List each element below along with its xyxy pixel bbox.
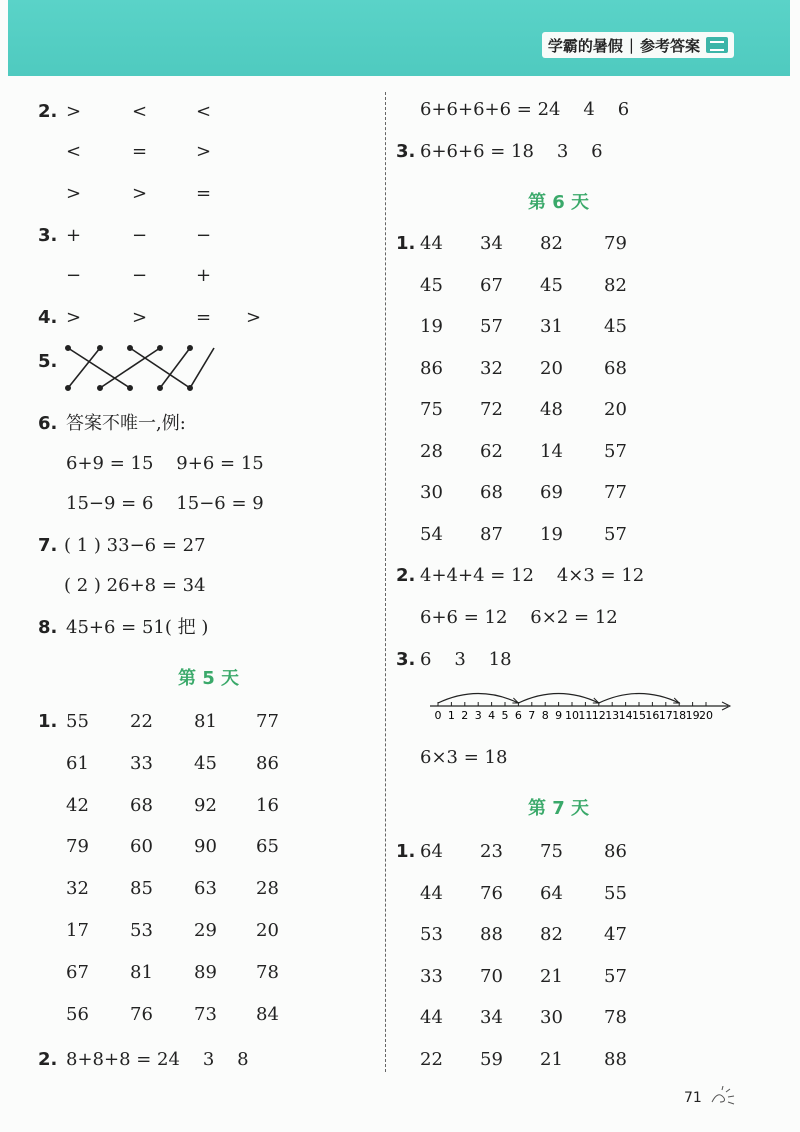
symbol-cell: +: [66, 225, 82, 246]
answer-cell: 16: [256, 794, 279, 816]
matching-lines: [62, 340, 222, 394]
header-separator: |: [628, 36, 634, 54]
answer-cell: 34: [480, 1007, 503, 1028]
question-number: 3.: [396, 141, 416, 162]
answer-cell: 22: [130, 711, 153, 732]
question-number: 2.: [38, 1049, 58, 1070]
answer-cell: 19: [540, 523, 563, 545]
answer-cell: 67: [66, 961, 89, 983]
answer-cell: 79: [66, 836, 89, 858]
answer-cell: 84: [256, 1003, 279, 1025]
answer-cell: 86: [256, 752, 279, 774]
answer-cell: 45: [540, 274, 563, 296]
answer-cell: 82: [540, 924, 563, 945]
answer-cell: 45: [604, 316, 627, 337]
answer-cell: 47: [604, 924, 627, 945]
answer-cell: 53: [130, 920, 153, 941]
answer-cell: 33: [420, 965, 443, 987]
question-number: 2.: [396, 565, 416, 586]
column-divider: [385, 92, 386, 1072]
answer-cell: 77: [256, 711, 279, 732]
symbol-cell: >: [196, 141, 212, 162]
question-number: 3.: [38, 225, 58, 246]
number-line-label: 7: [528, 709, 536, 722]
symbol-cell: >: [132, 307, 148, 328]
q6-line2: 15−9 = 6 15−6 = 9: [66, 493, 264, 514]
answer-cell: 86: [420, 357, 443, 379]
answer-cell: 30: [540, 1007, 563, 1028]
answer-cell: 19: [420, 316, 443, 337]
answer-cell: 76: [480, 882, 503, 904]
answer-cell: 32: [480, 357, 503, 379]
answer-cell: 21: [540, 1048, 563, 1070]
question-number: 4.: [38, 307, 58, 328]
number-line-label: 20: [699, 709, 713, 722]
answer-cell: 57: [604, 440, 627, 462]
number-line-label: 11: [578, 709, 593, 722]
question-number: 2.: [38, 101, 58, 122]
q7-part2: ( 2 ) 26+8 = 34: [64, 575, 206, 596]
number-line-label: 12: [591, 709, 606, 722]
answer-cell: 29: [194, 920, 217, 941]
number-line-label: 4: [488, 709, 496, 722]
answer-cell: 48: [540, 399, 563, 420]
page-number: 71: [684, 1090, 702, 1106]
answer-cell: 42: [66, 794, 89, 816]
symbol-cell: >: [66, 183, 82, 204]
answer-cell: 89: [194, 961, 217, 983]
question-number: 5.: [38, 351, 58, 372]
continued-answer: 6+6+6+6 = 24 4 6: [420, 99, 630, 120]
symbol-cell: >: [66, 101, 82, 122]
day-title: 第 7 天: [528, 798, 590, 819]
answer-cell: 54: [420, 523, 443, 545]
header-title: 学霸的暑假: [547, 36, 623, 55]
number-line: [426, 684, 736, 724]
answer-cell: 61: [66, 752, 89, 774]
answer-cell: 63: [194, 878, 217, 900]
number-line-label: 5: [501, 709, 509, 722]
number-line-label: 13: [605, 709, 620, 722]
header-label: [542, 32, 734, 58]
jump-arc: [438, 694, 518, 704]
sun-icon: [708, 1086, 738, 1108]
question-number: 7.: [38, 535, 58, 556]
answer-cell: 44: [420, 233, 443, 254]
symbol-cell: >: [132, 183, 148, 204]
number-line-label: 1: [447, 709, 455, 722]
symbol-cell: <: [132, 101, 148, 122]
answer-cell: 57: [604, 965, 627, 987]
answer-cell: 33: [130, 752, 153, 774]
answer-cell: 22: [420, 1048, 443, 1070]
number-line-label: 17: [658, 709, 673, 722]
question-number: 3.: [396, 649, 416, 670]
number-line-label: 6: [514, 709, 522, 722]
jump-arc: [518, 694, 598, 704]
book-icon: [706, 37, 728, 53]
answer-cell: 75: [420, 399, 443, 420]
answer-cell: 23: [480, 841, 503, 862]
answer-cell: 20: [604, 399, 627, 420]
answer-cell: 20: [540, 357, 563, 379]
number-line-label: 10: [565, 709, 579, 722]
question-number: 6.: [38, 413, 58, 434]
number-line-label: 3: [474, 709, 482, 722]
q8-answer: 45+6 = 51( 把 ): [66, 617, 209, 638]
answer-cell: 76: [130, 1003, 153, 1025]
number-line-label: 16: [645, 709, 660, 722]
answer-cell: 88: [604, 1048, 627, 1070]
symbol-cell: −: [196, 225, 212, 246]
question-number: 1.: [396, 233, 416, 254]
number-line-label: 15: [632, 709, 646, 722]
answer-cell: 28: [420, 440, 443, 462]
day-title: 第 6 天: [528, 192, 590, 213]
number-line-label: 0: [434, 709, 442, 722]
q7-part1: ( 1 ) 33−6 = 27: [64, 535, 206, 556]
question-number: 1.: [396, 841, 416, 862]
day6-q3-equation: 6×3 = 18: [420, 747, 508, 768]
number-line-label: 9: [555, 709, 563, 722]
answer-cell: 70: [480, 965, 503, 987]
answer-cell: 90: [194, 836, 217, 858]
answer-cell: 32: [66, 878, 89, 900]
answer-cell: 69: [540, 482, 563, 503]
answer-cell: 57: [480, 316, 503, 337]
answer-cell: 17: [66, 920, 89, 941]
jump-arc: [599, 694, 679, 704]
symbol-cell: =: [196, 307, 212, 328]
symbol-cell: =: [196, 183, 212, 204]
number-line-label: 18: [672, 709, 687, 722]
answer-cell: 14: [540, 440, 563, 462]
answer-cell: 30: [420, 482, 443, 503]
symbol-cell: −: [132, 265, 148, 286]
answer-cell: 31: [540, 316, 563, 337]
number-line-label: 8: [541, 709, 549, 722]
answer-cell: 81: [194, 711, 217, 732]
symbol-cell: −: [66, 265, 82, 286]
question-number: 1.: [38, 711, 58, 732]
answer-cell: 78: [604, 1007, 627, 1028]
answer-cell: 21: [540, 965, 563, 987]
q3-answer: 6+6+6 = 18 3 6: [420, 141, 603, 162]
answer-cell: 55: [604, 882, 627, 904]
answer-cell: 87: [480, 523, 503, 545]
answer-cell: 73: [194, 1003, 217, 1025]
symbol-cell: <: [66, 141, 82, 162]
number-line-label: 14: [618, 709, 633, 722]
answer-cell: 72: [480, 399, 503, 420]
symbol-cell: =: [132, 141, 148, 162]
day5-q2-answer: 8+8+8 = 24 3 8: [66, 1049, 249, 1070]
answer-cell: 82: [604, 274, 627, 296]
answer-cell: 59: [480, 1048, 503, 1070]
symbol-cell: >: [246, 307, 262, 328]
answer-cell: 68: [604, 357, 627, 379]
day6-q3-answer: 6 3 18: [420, 649, 512, 670]
question-number: 8.: [38, 617, 58, 638]
symbol-cell: >: [66, 307, 82, 328]
answer-cell: 44: [420, 1007, 443, 1028]
answer-cell: 81: [130, 961, 153, 983]
answer-cell: 55: [66, 711, 89, 732]
answer-cell: 28: [256, 878, 279, 900]
answer-cell: 60: [130, 836, 153, 858]
answer-cell: 44: [420, 882, 443, 904]
symbol-cell: +: [196, 265, 212, 286]
answer-cell: 20: [256, 920, 279, 941]
answer-cell: 45: [194, 752, 217, 774]
answer-cell: 56: [66, 1003, 89, 1025]
day6-q2-line1: 4+4+4 = 12 4×3 = 12: [420, 565, 645, 586]
answer-cell: 82: [540, 233, 563, 254]
answer-cell: 85: [130, 878, 153, 900]
day-title: 第 5 天: [178, 668, 240, 689]
answer-cell: 68: [130, 794, 153, 816]
answer-cell: 62: [480, 440, 503, 462]
answer-cell: 67: [480, 274, 503, 296]
answer-cell: 79: [604, 233, 627, 254]
answer-cell: 34: [480, 233, 503, 254]
number-line-label: 2: [461, 709, 469, 722]
answer-cell: 92: [194, 794, 217, 816]
answer-cell: 65: [256, 836, 279, 858]
answer-cell: 68: [480, 482, 503, 503]
q6-intro: 答案不唯一,例:: [66, 413, 186, 434]
day6-q2-line2: 6+6 = 12 6×2 = 12: [420, 607, 618, 628]
answer-cell: 45: [420, 274, 443, 296]
q6-line1: 6+9 = 15 9+6 = 15: [66, 453, 264, 474]
answer-cell: 78: [256, 961, 279, 983]
answer-cell: 57: [604, 523, 627, 545]
answer-cell: 86: [604, 841, 627, 862]
answer-cell: 64: [420, 841, 443, 862]
symbol-cell: <: [196, 101, 212, 122]
answer-cell: 64: [540, 882, 563, 904]
symbol-cell: −: [132, 225, 148, 246]
number-line-label: 19: [685, 709, 700, 722]
answer-cell: 75: [540, 841, 563, 862]
answer-cell: 77: [604, 482, 627, 503]
answer-cell: 88: [480, 924, 503, 945]
answer-cell: 53: [420, 924, 443, 945]
header-subtitle: 参考答案: [639, 36, 700, 55]
